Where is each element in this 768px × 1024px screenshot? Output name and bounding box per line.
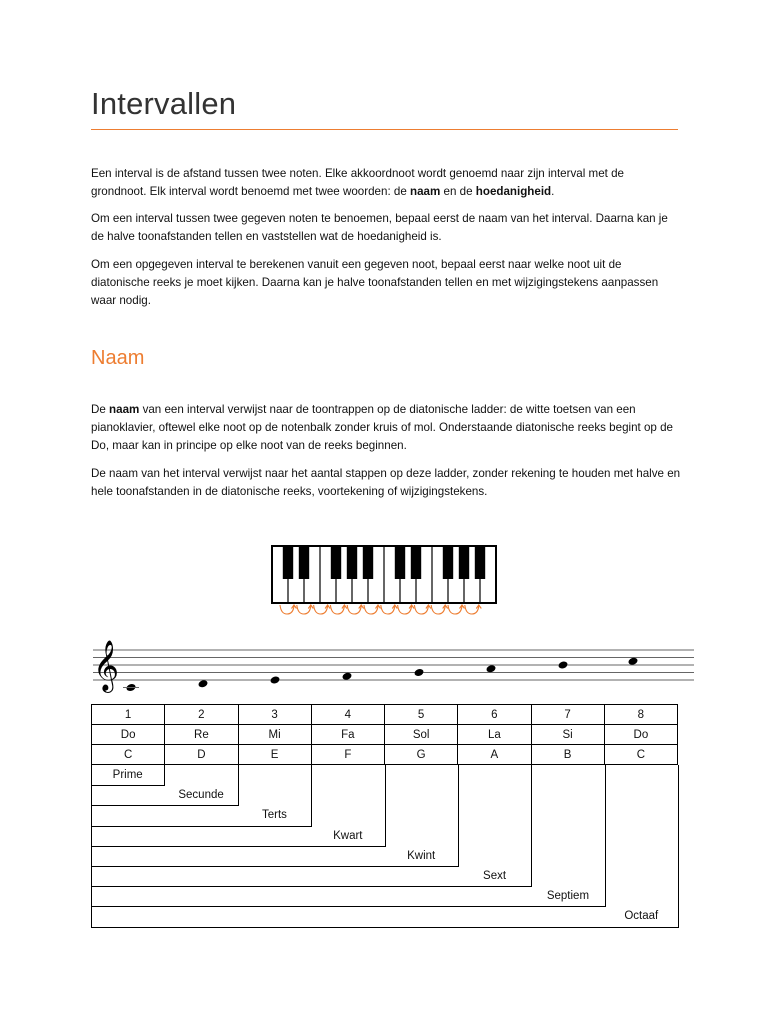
- half-step-arrow-icon: [381, 605, 395, 614]
- black-key: [411, 546, 421, 579]
- solfege-cell: Mi: [238, 725, 311, 745]
- piano-keyboard: [272, 546, 496, 603]
- interval-step-box: [91, 765, 679, 928]
- half-step-arrow-icon: [314, 605, 328, 614]
- interval-table: [91, 704, 678, 765]
- number-cell: 8: [604, 705, 677, 725]
- intro-paragraph-3: Om een opgegeven interval te berekenen vanuit een gegeven noot, bepaal eerst naar welke noot uit de diatonische reeks je moet kijken. Daarna kan je halve toonafstanden tellen en met wijzigingstekens aanpassen waar nodig.: [91, 258, 659, 307]
- half-step-arrows: [280, 605, 481, 614]
- number-cell: 6: [458, 705, 531, 725]
- section-paragraph-2: De naam van het interval verwijst naar het aantal stappen op deze ladder, zonder rekening te houden met halve en hele toonafstanden in de diatonische reeks, voortekening of wijzigingstekens.: [91, 467, 681, 498]
- half-step-arrow-icon: [364, 605, 378, 614]
- note-head: [414, 668, 425, 677]
- half-step-arrow-icon: [465, 605, 479, 614]
- letter-cell: E: [238, 745, 311, 765]
- interval-name-label: Secunde: [178, 789, 224, 802]
- half-step-arrow-icon: [414, 605, 428, 614]
- table-row-solfege: [92, 725, 678, 745]
- solfege-cell: Sol: [385, 725, 458, 745]
- black-key: [299, 546, 309, 579]
- intro-paragraph-2: Om een interval tussen twee gegeven noten te benoemen, bepaal eerst de naam van het interval. Daarna kan je de halve toonafstanden tellen en vaststellen wat de hoedanigheid is.: [91, 212, 668, 243]
- page-title: Intervallen: [91, 86, 237, 121]
- number-cell: 5: [385, 705, 458, 725]
- number-cell: 2: [165, 705, 238, 725]
- table-row-numbers: [92, 705, 678, 725]
- solfege-cell: Si: [531, 725, 604, 745]
- number-cell: 7: [531, 705, 604, 725]
- solfege-cell: La: [458, 725, 531, 745]
- solfege-cell: Do: [604, 725, 677, 745]
- section-heading: Naam: [91, 347, 145, 369]
- half-step-arrow-icon: [448, 605, 462, 614]
- black-key: [331, 546, 341, 579]
- black-key: [363, 546, 373, 579]
- half-step-arrow-icon: [330, 605, 344, 614]
- solfege-cell: Do: [92, 725, 165, 745]
- black-key: [395, 546, 405, 579]
- section-paragraph-1: De naam van een interval verwijst naar de toontrappen op de diatonische ladder: de witte toetsen van een pianoklavier, oftewel elke noot op de notenbalk zonder kruis of mol. Onderstaande diatonische reeks begint op de Do, maar kan in principe op elke noot van de reeks beginnen.: [91, 403, 673, 452]
- interval-name-label: Sext: [483, 870, 507, 882]
- black-key: [459, 546, 469, 579]
- table-row-letters: [92, 745, 678, 765]
- letter-cell: G: [385, 745, 458, 765]
- black-key: [443, 546, 453, 579]
- number-cell: 3: [238, 705, 311, 725]
- letter-cell: C: [604, 745, 677, 765]
- interval-name-label: Octaaf: [624, 910, 659, 923]
- half-step-arrow-icon: [347, 605, 361, 614]
- music-staff: [93, 640, 694, 693]
- black-key: [475, 546, 485, 579]
- letter-cell: D: [165, 745, 238, 765]
- solfege-cell: Re: [165, 725, 238, 745]
- black-key: [347, 546, 357, 579]
- interval-name-label: Septiem: [546, 890, 590, 903]
- number-cell: 1: [92, 705, 165, 725]
- treble-clef-icon: 𝄞: [93, 640, 120, 691]
- number-cell: 4: [311, 705, 384, 725]
- interval-name-label: Kwint: [407, 849, 436, 862]
- note-head: [270, 675, 281, 684]
- solfege-cell: Fa: [311, 725, 384, 745]
- letter-cell: C: [92, 745, 165, 765]
- letter-cell: A: [458, 745, 531, 765]
- letter-cell: F: [311, 745, 384, 765]
- half-step-arrow-icon: [431, 605, 445, 614]
- interval-name-label: Kwart: [333, 829, 363, 842]
- black-key: [283, 546, 293, 579]
- note-head: [558, 660, 569, 669]
- letter-cell: B: [531, 745, 604, 765]
- half-step-arrow-icon: [297, 605, 311, 614]
- half-step-arrow-icon: [398, 605, 412, 614]
- intro-paragraph-1: Een interval is de afstand tussen twee noten. Elke akkoordnoot wordt genoemd naar zijn interval met de grondnoot. Elk interval wordt benoemd met twee woorden: de naam en de hoedanigheid.: [91, 167, 624, 198]
- half-step-arrow-icon: [280, 605, 294, 614]
- interval-name-label: Terts: [261, 809, 287, 822]
- interval-name-label: Prime: [112, 769, 143, 781]
